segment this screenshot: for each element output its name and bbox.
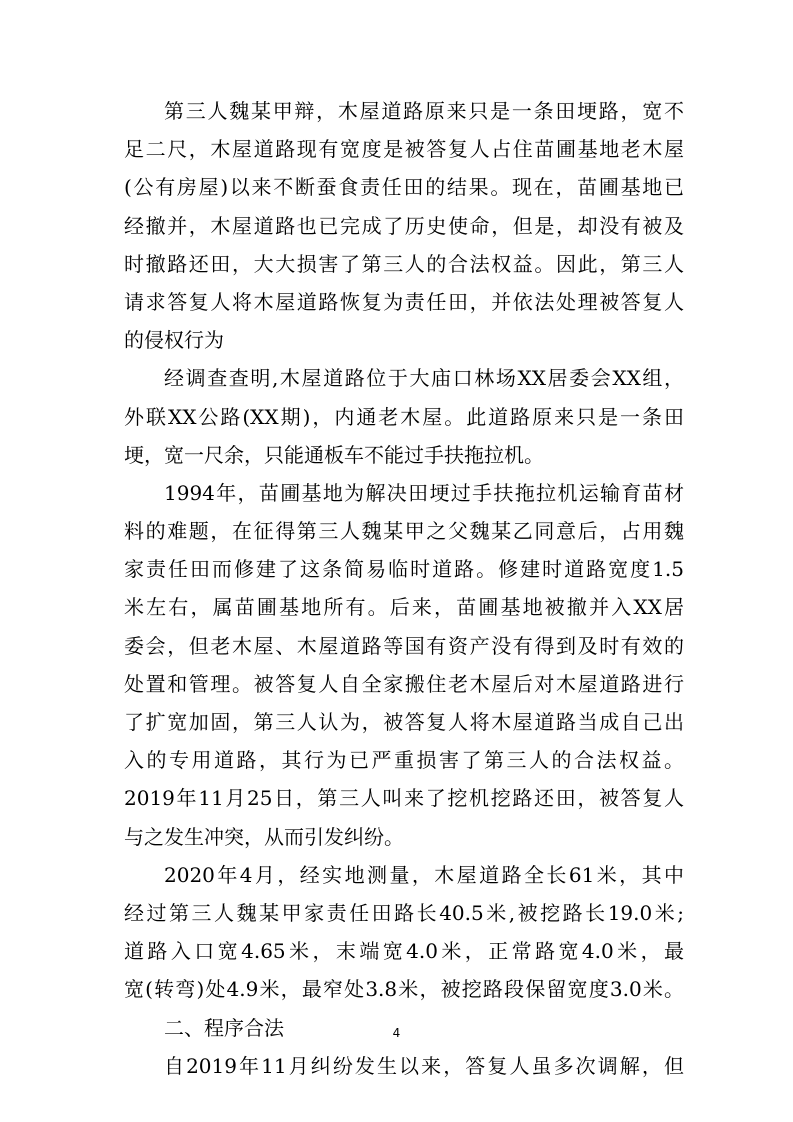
- text-line: 了扩宽加固，第三人认为，被答复人将木屋道路当成自己出: [124, 710, 684, 734]
- page-number: 4: [392, 1026, 401, 1040]
- text-line: 经撤并，木屋道路也已完成了历史使命，但是，却没有被及: [124, 213, 684, 238]
- text-line: 2019年11月25日，第三人叫来了挖机挖路还田，被答复人: [124, 786, 684, 811]
- text-line: 外联XX公路(XX期)，内通老木屋。此道路原来只是一条田: [124, 404, 684, 429]
- text-line: 经调查查明,木屋道路位于大庙口林场XX居委会XX组，: [164, 366, 684, 391]
- text-line: 经过第三人魏某甲家责任田路长40.5米,被挖路长19.0米;: [124, 900, 684, 925]
- document-body: [124, 92, 684, 1085]
- text-line: 埂，宽一尺余，只能通板车不能过手扶拖拉机。: [124, 442, 544, 467]
- text-line: 第三人魏某甲辩，木屋道路原来只是一条田埂路，宽不: [164, 99, 684, 123]
- text-line: 米左右，属苗圃基地所有。后来，苗圃基地被撤并入XX居: [124, 595, 684, 620]
- text-line: 请求答复人将木屋道路恢复为责任田，并依法处理被答复人: [124, 289, 684, 314]
- text-line: 委会，但老木屋、木屋道路等国有资产没有得到及时有效的: [124, 633, 684, 658]
- text-line: 道路入口宽4.65米，末端宽4.0米，正常路宽4.0米，最: [124, 939, 684, 964]
- text-line: 自2019年11月纠纷发生以来，答复人虽多次调解，但: [164, 1053, 684, 1078]
- text-line: 料的难题，在征得第三人魏某甲之父魏某乙同意后，占用魏: [124, 519, 684, 544]
- text-line: 1994年，苗圃基地为解决田埂过手扶拖拉机运输育苗材: [164, 480, 684, 505]
- text-line: 足二尺，木屋道路现有宽度是被答复人占住苗圃基地老木屋: [124, 137, 684, 162]
- text-line: 时撤路还田，大大损害了第三人的合法权益。因此，第三人: [124, 251, 684, 276]
- text-line: 宽(转弯)处4.9米，最窄处3.8米，被挖路段保留宽度3.0米。: [124, 977, 684, 1002]
- text-line: 2020年4月，经实地测量，木屋道路全长61米，其中: [164, 862, 684, 887]
- section-heading: 二、程序合法: [164, 1015, 284, 1040]
- text-line: 与之发生冲突，从而引发纠纷。: [124, 824, 404, 849]
- text-line: 入的专用道路，其行为已严重损害了第三人的合法权益。: [124, 748, 684, 773]
- text-line: 处置和管理。被答复人自全家搬住老木屋后对木屋道路进行: [124, 671, 684, 696]
- text-line: 家责任田而修建了这条简易临时道路。修建时道路宽度1.5: [124, 557, 684, 582]
- text-line: (公有房屋)以来不断蚕食责任田的结果。现在，苗圃基地已: [124, 175, 684, 200]
- text-line: 的侵权行为: [124, 328, 224, 353]
